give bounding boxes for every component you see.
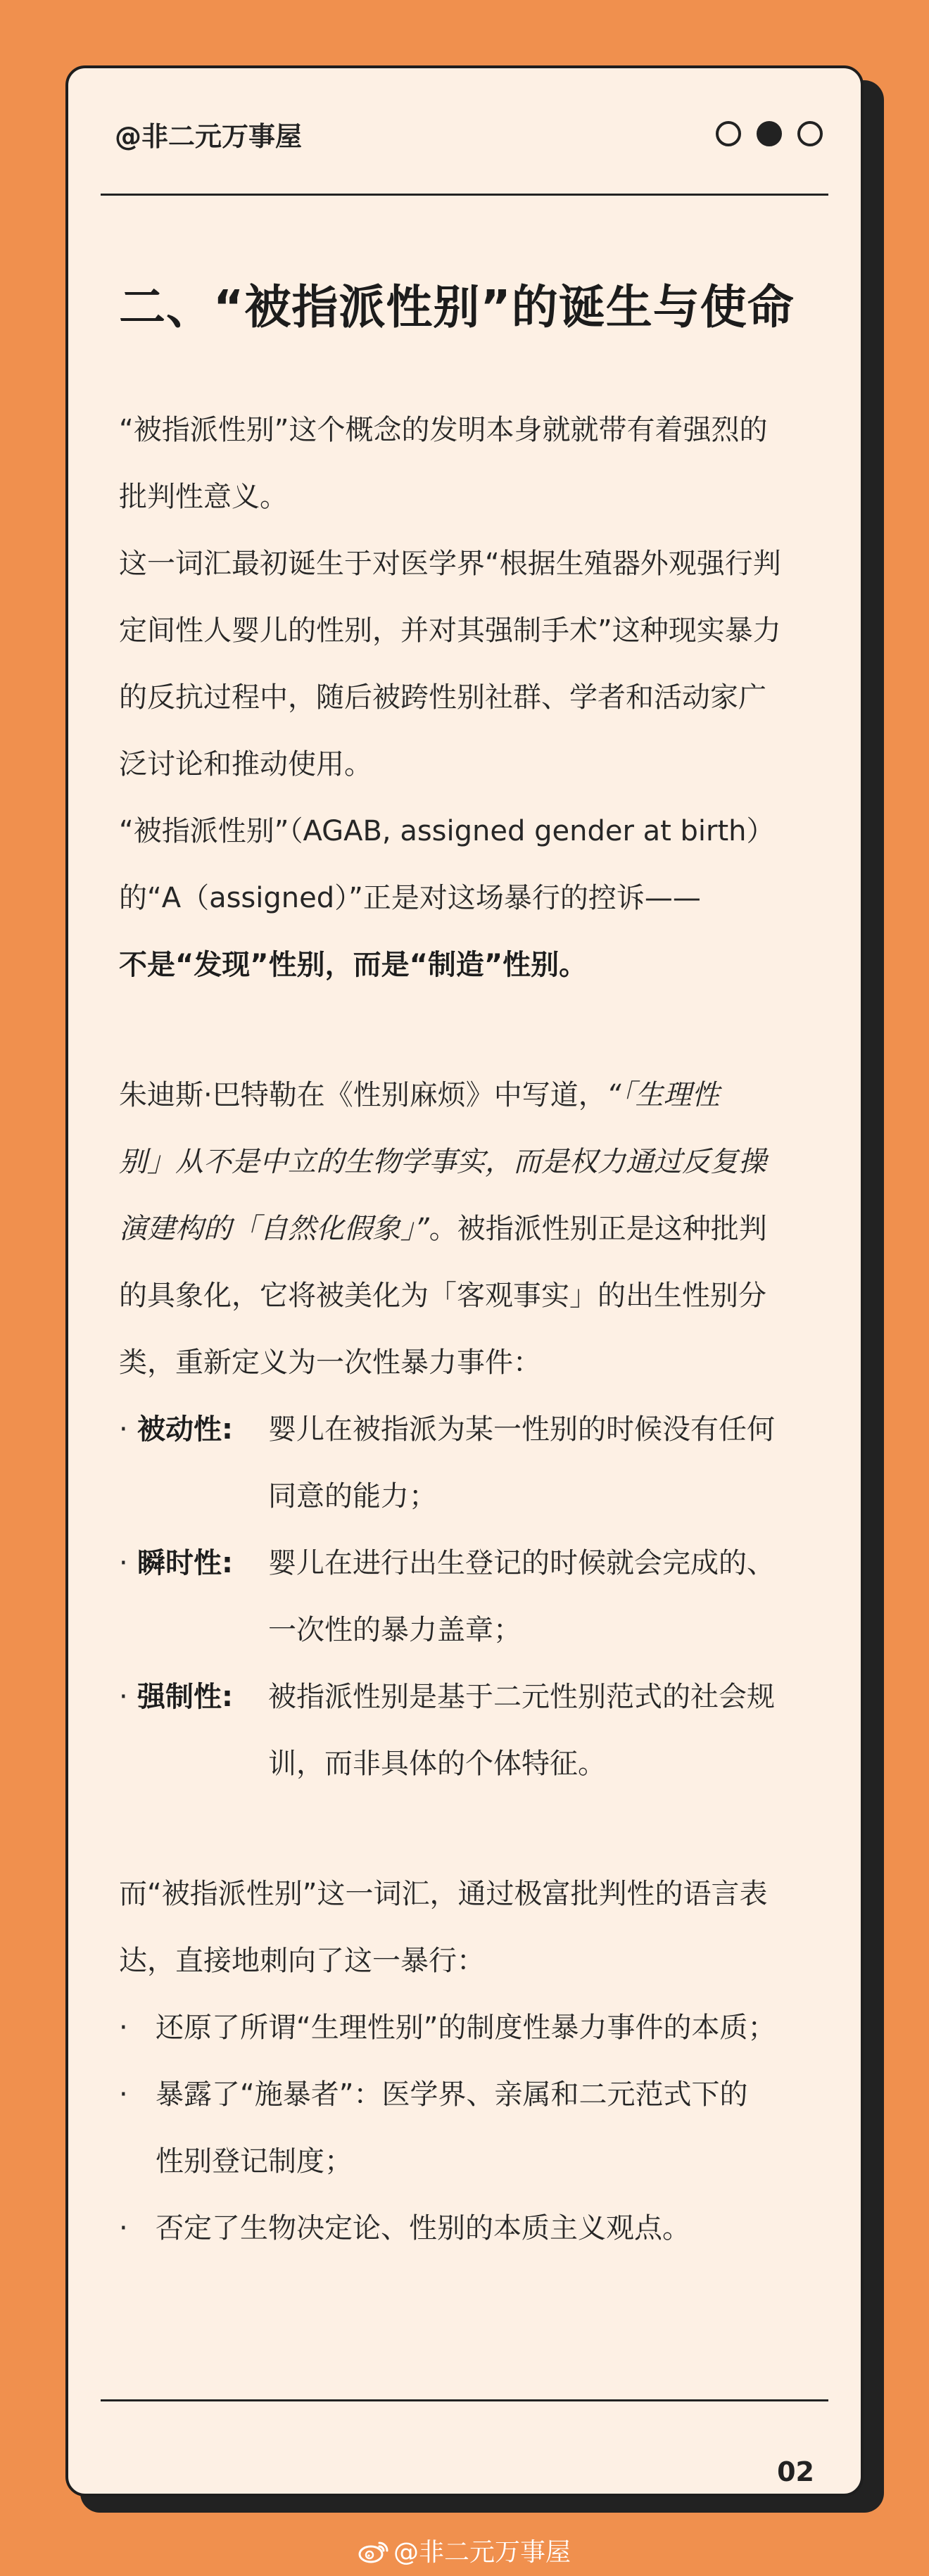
indicator-dot-1 [716,121,741,146]
trait-description [268,1396,819,1530]
card-header [115,109,823,158]
trait-item [119,1530,819,1664]
trait-label: 被动性: [137,1413,233,1446]
text-line: 训，而非具体的个体特征。 [268,1748,606,1781]
text-line: 而“被指派性别”这一词汇，通过极富批判性的语言表 [119,1878,768,1911]
bullet: · [119,1547,128,1580]
footer-divider [101,2399,828,2401]
list-item [119,2062,819,2195]
trait-item [119,1664,819,1798]
list-text: 还原了所谓“生理性别”的制度性暴力事件的本质； [156,2012,776,2045]
account-handle: @非二元万事屋 [115,120,303,152]
watermark [0,2532,929,2568]
paragraph-4 [119,1062,819,1396]
bullet: · [119,1681,128,1714]
text-line: 性别登记制度； [156,2145,353,2178]
bullet: · [119,2078,128,2111]
paragraph-3 [119,798,819,999]
text-line: 被指派性别是基于二元性别范式的社会规 [268,1681,775,1714]
bullet: · [119,2012,128,2045]
paragraph-2 [119,531,819,798]
emphasis-line: 不是“发现”性别，而是“制造”性别。 [119,949,588,982]
quote-span: 演建构的「自然化假象」” [119,1213,429,1246]
section-title: 二、“被指派性别”的诞生与使命 [119,280,795,334]
text-line: 批判性意义。 [119,481,288,514]
paragraph-5 [119,1861,819,1995]
bullet: · [119,2212,128,2245]
indicator-dot-3 [797,121,823,146]
text-line: 暴露了“施暴者”：医学界、亲属和二元范式下的 [156,2078,748,2111]
trait-item [119,1396,819,1530]
card [65,65,864,2496]
text-line: 泛讨论和推动使用。 [119,748,372,781]
text-line: 的“A（assigned）”正是对这场暴行的控诉—— [119,882,701,915]
trait-label: 瞬时性: [137,1547,233,1580]
text-line: 这一词汇最初诞生于对医学界“根据生殖器外观强行判 [119,548,781,581]
paragraph-1 [119,397,819,531]
article-body [119,279,819,2262]
list-item [119,2195,819,2262]
text-line: 类，重新定义为一次性暴力事件： [119,1346,541,1379]
indicator-dot-2-active [757,121,782,146]
text-line: 达，直接地刺向了这一暴行： [119,1945,485,1978]
text-line: 一次性的暴力盖章； [268,1614,522,1647]
trait-description [268,1664,819,1798]
trait-label: 强制性: [137,1681,233,1714]
text-line: 婴儿在进行出生登记的时候就会完成的、 [268,1547,775,1580]
header-divider [101,194,828,196]
list-text [156,2062,819,2195]
quote-span: “「生理性 [606,1079,720,1112]
text-line: “被指派性别”（AGAB, assigned gender at birth） [119,815,775,848]
text-span: 。被指派性别正是这种批判 [429,1213,767,1246]
watermark-text: @非二元万事屋 [393,2538,571,2567]
trait-description [268,1530,819,1664]
text-line: 的具象化，它将被美化为「客观事实」的出生性别分 [119,1280,766,1313]
list-text: 否定了生物决定论、性别的本质主义观点。 [156,2212,690,2245]
text-line: “被指派性别”这个概念的发明本身就就带有着强烈的 [119,414,768,447]
text-line: 婴儿在被指派为某一性别的时候没有任何 [268,1413,775,1446]
quote-span: 别」从不是中立的生物学事实，而是权力通过反复操 [119,1146,766,1179]
list-item [119,1995,819,2062]
text-span: 朱迪斯·巴特勒在《性别麻烦》中写道， [119,1079,607,1112]
bullet: · [119,1413,128,1446]
text-line: 同意的能力； [268,1480,437,1513]
page-number: 02 [777,2456,814,2487]
text-line: 的反抗过程中，随后被跨性别社群、学者和活动家广 [119,681,766,714]
text-line: 定间性人婴儿的性别，并对其强制手术”这种现实暴力 [119,614,781,648]
page-indicator [716,121,823,146]
weibo-icon [358,2541,389,2563]
